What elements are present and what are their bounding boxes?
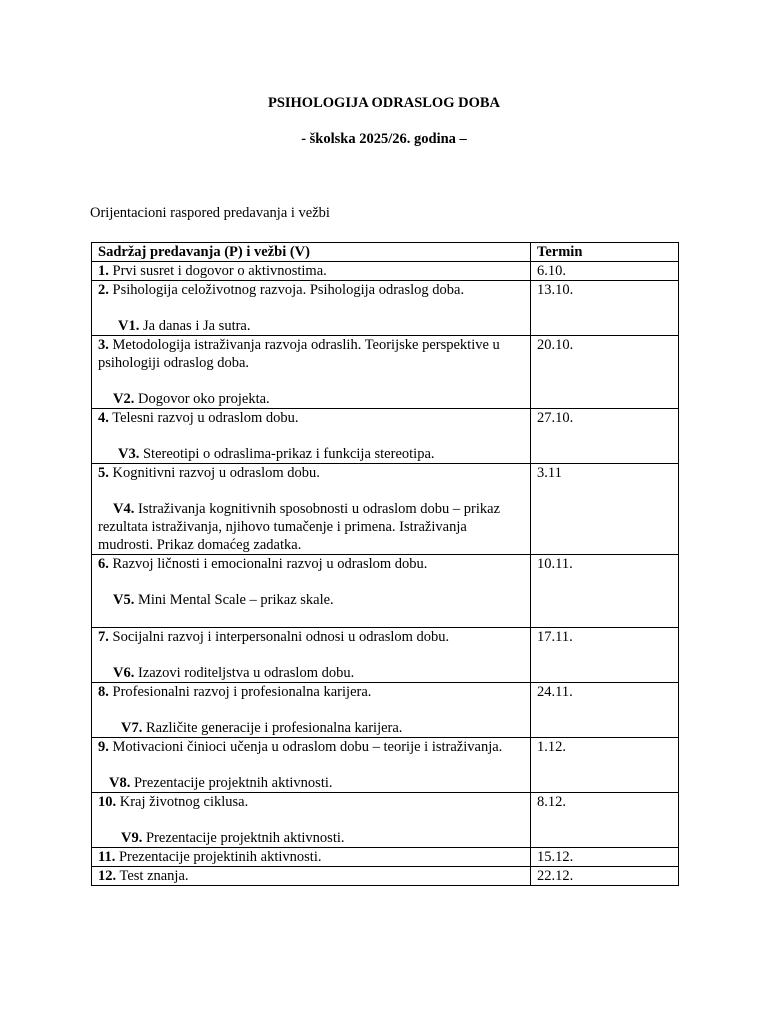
- exercise-label: V5.: [113, 592, 135, 608]
- row-term-cell: 3.11: [531, 464, 679, 555]
- row-term-cell: 10.11.: [531, 555, 679, 628]
- table-row: [92, 262, 679, 281]
- lecture-text: Kognitivni razvoj u odraslom dobu.: [108, 465, 320, 481]
- row-number: 10.: [98, 794, 117, 810]
- lecture-text: Razvoj ličnosti i emocionalni razvoj u odraslom dobu.: [108, 556, 428, 572]
- document-title: PSIHOLOGIJA ODRASLOG DOBA: [267, 95, 501, 111]
- row-term-cell: 8.12.: [531, 793, 679, 848]
- exercise-line: [98, 390, 524, 408]
- row-number: 12.: [98, 868, 117, 884]
- row-number: 5.: [98, 465, 109, 481]
- exercise-text: Prezentacije projektnih aktivnosti.: [130, 775, 333, 791]
- exercise-line: [98, 719, 524, 737]
- exercise-line: [98, 500, 524, 554]
- exercise-label: V7.: [121, 720, 143, 736]
- table-row: [92, 848, 679, 867]
- table-row: [92, 867, 679, 886]
- exercise-label: V8.: [109, 775, 131, 791]
- exercise-line: [98, 445, 524, 463]
- intro-text: Orijentacioni raspored predavanja i vežbi: [90, 205, 330, 221]
- exercise-text: Mini Mental Scale – prikaz skale.: [134, 592, 334, 608]
- row-number: 2.: [98, 282, 109, 298]
- row-content-cell: [92, 336, 531, 409]
- row-content-cell: [92, 409, 531, 464]
- row-term-cell: 1.12.: [531, 738, 679, 793]
- row-term-cell: 22.12.: [531, 867, 679, 886]
- row-content-cell: [92, 281, 531, 336]
- table-row: [92, 683, 679, 738]
- table-row: [92, 409, 679, 464]
- lecture-text: Profesionalni razvoj i profesionalna karijera.: [108, 684, 372, 700]
- exercise-line: [98, 829, 524, 847]
- row-content-cell: [92, 848, 531, 867]
- table-row: [92, 555, 679, 628]
- lecture-text: Motivacioni činioci učenja u odraslom dobu – teorije i istraživanja.: [108, 739, 503, 755]
- exercise-line: [98, 317, 524, 335]
- row-number: 4.: [98, 410, 109, 426]
- lecture-text: Prezentacije projektinih aktivnosti.: [115, 849, 322, 865]
- row-number: 8.: [98, 684, 109, 700]
- exercise-label: V9.: [121, 830, 143, 846]
- row-term-cell: 24.11.: [531, 683, 679, 738]
- table-row: [92, 793, 679, 848]
- header-term: Termin: [531, 243, 679, 262]
- table-row: [92, 628, 679, 683]
- exercise-label: V3.: [118, 446, 140, 462]
- row-content-cell: [92, 738, 531, 793]
- exercise-text: Istraživanja kognitivnih sposobnosti u odraslom dobu – prikaz rezultata istraživanja, njihovo tumačenje i primena. Istraživanja mudrosti. Prikaz domaćeg zadatka.: [98, 501, 501, 553]
- document-subtitle: - školska 2025/26. godina –: [301, 131, 467, 147]
- exercise-text: Različite generacije i profesionalna karijera.: [142, 720, 403, 736]
- header-content: Sadržaj predavanja (P) i vežbi (V): [92, 243, 531, 262]
- exercise-text: Prezentacije projektnih aktivnosti.: [142, 830, 345, 846]
- row-term-cell: 27.10.: [531, 409, 679, 464]
- schedule-table: [91, 242, 679, 886]
- row-number: 7.: [98, 629, 109, 645]
- row-content-cell: [92, 555, 531, 628]
- exercise-line: [98, 591, 524, 609]
- row-term-cell: 20.10.: [531, 336, 679, 409]
- table-header-row: [92, 243, 679, 262]
- exercise-label: V4.: [113, 501, 135, 517]
- exercise-label: V6.: [113, 665, 135, 681]
- row-content-cell: [92, 464, 531, 555]
- row-content-cell: [92, 793, 531, 848]
- row-content-cell: [92, 262, 531, 281]
- lecture-text: Kraj životnog ciklusa.: [116, 794, 249, 810]
- lecture-text: Test znanja.: [116, 868, 189, 884]
- exercise-line: [98, 664, 524, 682]
- row-number: 9.: [98, 739, 109, 755]
- row-number: 1.: [98, 263, 109, 279]
- row-term-cell: 17.11.: [531, 628, 679, 683]
- exercise-text: Izazovi roditeljstva u odraslom dobu.: [134, 665, 355, 681]
- table-row: [92, 281, 679, 336]
- lecture-text: Metodologija istraživanja razvoja odraslih. Teorijske perspektive u psihologiji odraslog doba.: [98, 337, 500, 371]
- row-number: 11.: [98, 849, 116, 865]
- exercise-text: Dogovor oko projekta.: [134, 391, 270, 407]
- lecture-text: Socijalni razvoj i interpersonalni odnosi u odraslom dobu.: [108, 629, 450, 645]
- row-number: 3.: [98, 337, 109, 353]
- lecture-text: Psihologija celoživotnog razvoja. Psihologija odraslog doba.: [108, 282, 465, 298]
- row-term-cell: 6.10.: [531, 262, 679, 281]
- exercise-line: [98, 774, 524, 792]
- row-content-cell: [92, 867, 531, 886]
- row-content-cell: [92, 628, 531, 683]
- exercise-label: V1.: [118, 318, 140, 334]
- row-term-cell: 13.10.: [531, 281, 679, 336]
- table-row: [92, 738, 679, 793]
- exercise-text: Stereotipi o odraslima-prikaz i funkcija stereotipa.: [139, 446, 435, 462]
- lecture-text: Prvi susret i dogovor o aktivnostima.: [108, 263, 327, 279]
- table-row: [92, 336, 679, 409]
- row-content-cell: [92, 683, 531, 738]
- exercise-text: Ja danas i Ja sutra.: [139, 318, 251, 334]
- exercise-label: V2.: [113, 391, 135, 407]
- row-term-cell: 15.12.: [531, 848, 679, 867]
- row-number: 6.: [98, 556, 109, 572]
- table-row: [92, 464, 679, 555]
- lecture-text: Telesni razvoj u odraslom dobu.: [108, 410, 299, 426]
